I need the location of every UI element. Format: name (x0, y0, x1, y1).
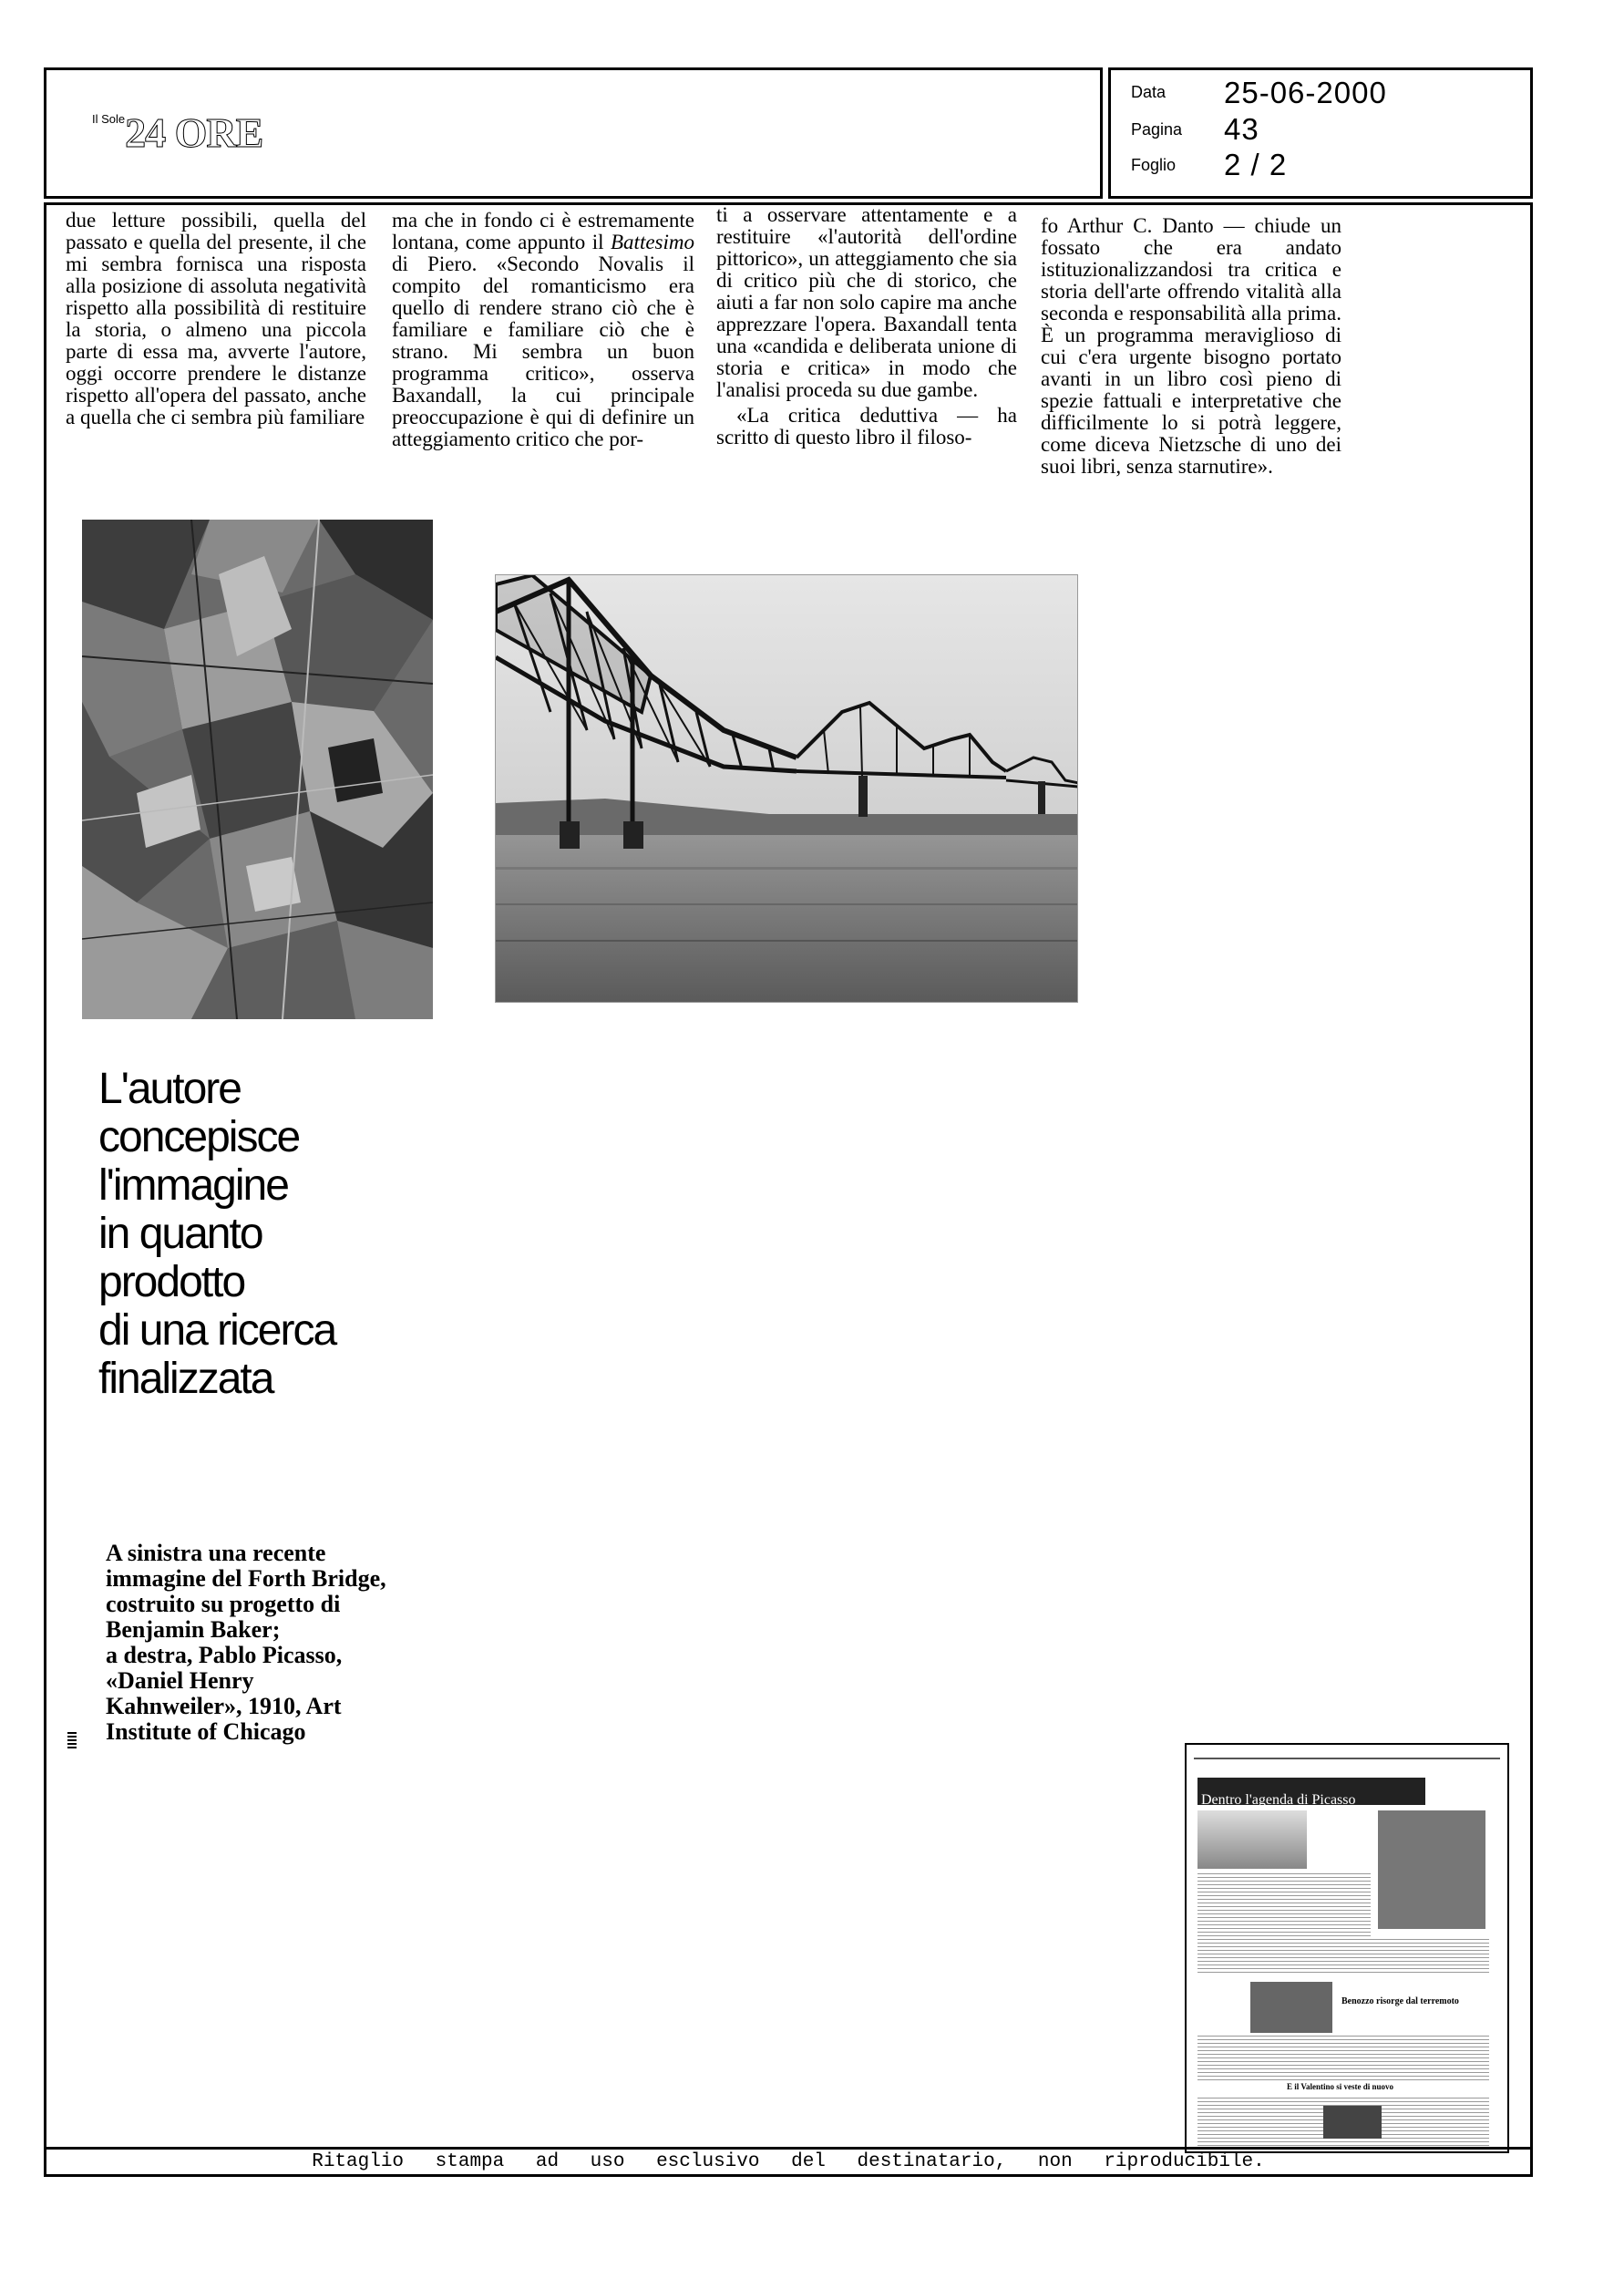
pull-quote-line-4: in quanto (98, 1210, 262, 1258)
image-caption (106, 1541, 470, 1745)
thumb-photo-3 (1250, 1982, 1332, 2033)
pull-quote-line-7: finalizzata (98, 1355, 273, 1403)
pull-quote-line-3: l'immagine (98, 1161, 288, 1210)
thumb-bridge-photo (1197, 1810, 1307, 1869)
caption-line-4: Benjamin Baker; (106, 1616, 281, 1643)
meta-page-value: 43 (1224, 112, 1259, 146)
end-mark-icon (67, 1732, 77, 1748)
logo-main: 24 ORE (125, 109, 263, 156)
caption-line-1: A sinistra una recente (106, 1540, 326, 1566)
article-column-4 (1041, 215, 1341, 507)
thumb-text-block-3 (1197, 2035, 1489, 2080)
meta-date-label: Data (1131, 83, 1167, 101)
thumb-subhead: Benozzo risorge dal terremoto (1341, 1996, 1459, 2006)
article-column-3 (716, 204, 1017, 494)
pull-quote (98, 1065, 481, 1403)
thumb-headline: Dentro l'agenda di Picasso (1201, 1792, 1356, 1808)
caption-line-5: a destra, Pablo Picasso, (106, 1642, 343, 1668)
header-logo-box (44, 67, 1103, 199)
thumb-picasso-photo (1378, 1810, 1485, 1929)
pull-quote-line-1: L'autore (98, 1065, 241, 1113)
pull-quote-line-2: concepisce (98, 1113, 300, 1161)
cubist-painting-graphic (82, 520, 433, 1019)
meta-sheet-label: Foglio (1131, 156, 1177, 174)
thumb-top-rule (1194, 1758, 1500, 1759)
meta-date-value: 25-06-2000 (1224, 76, 1387, 109)
forth-bridge-image (495, 574, 1078, 1003)
pull-quote-line-6: di una ricerca (98, 1306, 336, 1355)
picasso-kahnweiler-image (82, 520, 433, 1019)
column-4-text: fo Arthur C. Danto — chiude un fossato che era andato istituzionalizzandosi tra critica e storia dell'arte offrendo vitalità alla seconda e responsabilità alla prima. È un programma meraviglioso di cui c'era urgente bisogno portato avanti in un libro così pieno di spezie fattuali e interpretative che difficilmente lo si potrà leggere, come diceva Nietzsche di uno dei suoi libri, senza starnutire». (1041, 215, 1341, 478)
pull-quote-line-5: prodotto (98, 1258, 245, 1306)
caption-line-8: Institute of Chicago (106, 1718, 306, 1745)
page-thumbnail (1185, 1743, 1509, 2153)
caption-line-2: immagine del Forth Bridge, (106, 1565, 386, 1592)
column-2-text-b: di Piero. «Secondo Novalis il compito del romanticismo era quello di rendere strano ciò che è familiare e familiare ciò che è strano. Mi sembra un buon programma critico», osserva Baxandall, la cui principale preoccupazione è qui di definire un atteggiamento critico che por- (392, 253, 694, 450)
article-column-2 (392, 210, 694, 467)
thumb-footer-head: E il Valentino si veste di nuovo (1287, 2082, 1394, 2091)
column-1-text: due letture possibili, quella del passato e quella del presente, il che mi sembra fornisca una risposta alla posizione di assoluta negatività rispetto alla possibilità di restituire la storia, o almeno una piccola parte di essa ma, avverte l'autore, oggi occorre prendere le distanze rispetto all'opera del passato, anche a quella che ci sembra più familiare (66, 210, 366, 428)
article-column-1 (66, 210, 366, 467)
forth-bridge-graphic (496, 575, 1078, 1003)
caption-line-7: Kahnweiler», 1910, Art (106, 1693, 342, 1719)
thumb-photo-4 (1323, 2106, 1382, 2139)
caption-line-3: costruito su progetto di (106, 1591, 341, 1617)
column-3-para-2: «La critica deduttiva — ha scritto di questo libro il filoso- (716, 404, 1017, 449)
footer-notice: Ritaglio stampa ad uso esclusivo del destinatario, non riproducibile. (312, 2151, 1265, 2172)
column-2-text-a: ma che in fondo ci è estremamente lontana, come appunto il (392, 210, 694, 253)
column-3-para-1: ti a osservare attentamente e a restituire «l'autorità dell'ordine pittorico», un atteggiamento che sia di critico più che di storico, che aiuti a far non solo capire ma anche apprezzare l'opera. Baxandall tenta una «candida e deliberata unione di storia e critica» in modo che l'analisi proceda su due gambe. (716, 204, 1017, 401)
meta-sheet-value: 2 / 2 (1224, 148, 1288, 181)
column-2-title-italic: Battesimo (611, 231, 694, 253)
caption-line-6: «Daniel Henry (106, 1667, 254, 1694)
thumb-text-block-2 (1197, 1936, 1489, 1973)
meta-page-label: Pagina (1131, 120, 1183, 139)
header-meta-box (1108, 67, 1533, 199)
logo-prefix: Il Sole (92, 112, 126, 126)
footer-rule (44, 2147, 1533, 2150)
newspaper-logo (92, 108, 262, 157)
column-2-text (392, 210, 694, 450)
